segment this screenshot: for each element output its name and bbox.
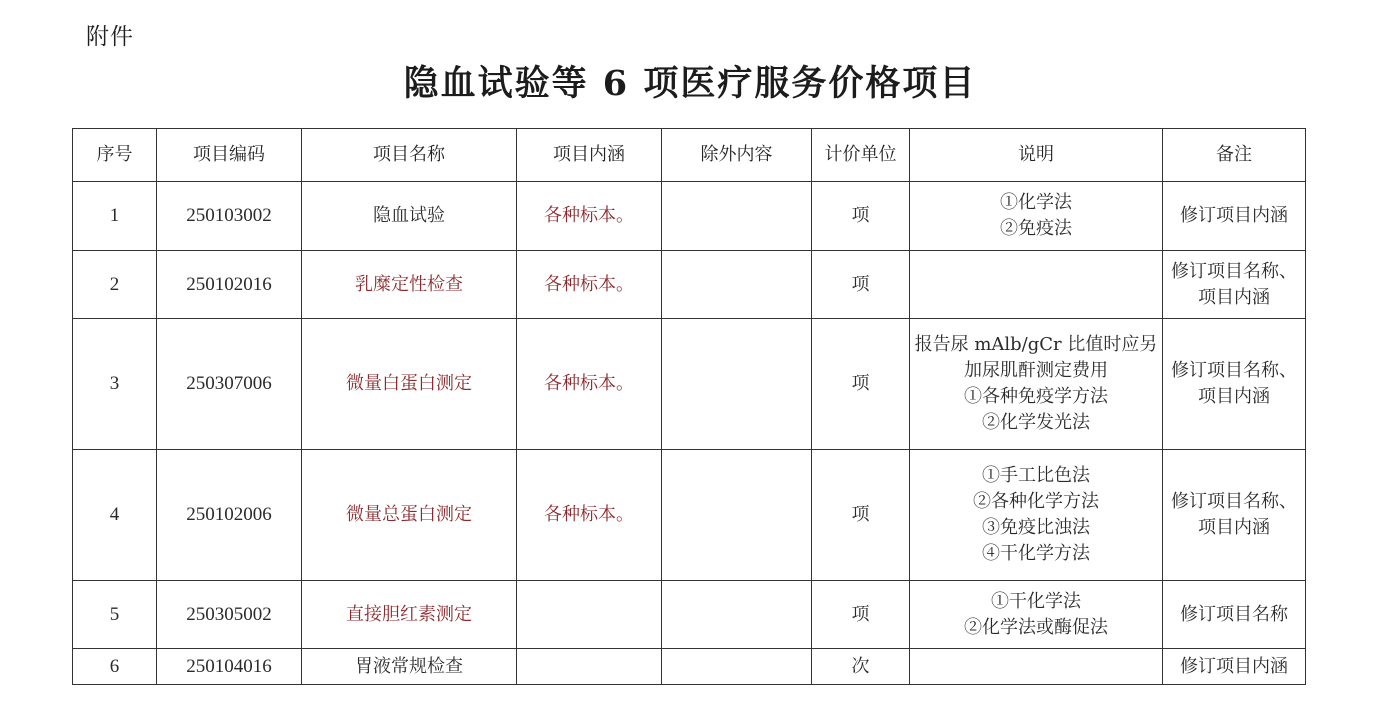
header-seq: 序号 xyxy=(73,129,157,182)
description-line: ③免疫比浊法 xyxy=(982,517,1090,538)
row-seq: 6 xyxy=(73,649,157,685)
row-description xyxy=(910,251,1163,319)
row-code: 250103002 xyxy=(157,182,302,251)
document-title: 隐血试验等 6 项医疗服务价格项目 xyxy=(403,63,977,104)
remarks-line: 项目内涵 xyxy=(1198,517,1270,538)
row-seq: 3 xyxy=(73,319,157,450)
description-line: ④干化学方法 xyxy=(982,543,1090,564)
row-connotation xyxy=(517,581,662,649)
row-description xyxy=(910,581,1163,649)
header-unit: 计价单位 xyxy=(812,129,910,182)
row-code: 250102016 xyxy=(157,251,302,319)
row-name: 胃液常规检查 xyxy=(302,649,517,685)
row-connotation: 各种标本。 xyxy=(517,182,662,251)
row-name: 直接胆红素测定 xyxy=(302,581,517,649)
remarks-line: 项目内涵 xyxy=(1198,286,1270,308)
row-connotation: 各种标本。 xyxy=(517,319,662,450)
description-line: 加尿肌酐测定费用 xyxy=(964,360,1108,381)
row-code: 250102006 xyxy=(157,450,302,581)
remarks-line: 修订项目内涵 xyxy=(1180,205,1288,226)
header-name: 项目名称 xyxy=(302,129,517,182)
row-exclusions xyxy=(662,182,812,251)
table-row xyxy=(73,319,1306,450)
row-name: 乳糜定性检查 xyxy=(302,251,517,319)
row-description xyxy=(910,182,1163,251)
description-line: ②化学发光法 xyxy=(982,412,1090,433)
row-connotation: 各种标本。 xyxy=(517,450,662,581)
row-exclusions xyxy=(662,319,812,450)
row-code: 250305002 xyxy=(157,581,302,649)
header-exclusions: 除外内容 xyxy=(662,129,812,182)
header-description: 说明 xyxy=(910,129,1163,182)
remarks-line: 修订项目名称、 xyxy=(1171,360,1297,381)
remarks-line: 修订项目名称 xyxy=(1180,603,1288,625)
header-connotation: 项目内涵 xyxy=(517,129,662,182)
row-remarks xyxy=(1163,450,1306,581)
remarks-line: 修订项目内涵 xyxy=(1180,655,1288,677)
row-remarks xyxy=(1163,581,1306,649)
row-unit: 项 xyxy=(812,182,910,251)
row-remarks xyxy=(1163,649,1306,685)
row-exclusions xyxy=(662,649,812,685)
row-description xyxy=(910,649,1163,685)
header-code: 项目编码 xyxy=(157,129,302,182)
row-seq: 5 xyxy=(73,581,157,649)
row-name: 微量总蛋白测定 xyxy=(302,450,517,581)
row-remarks xyxy=(1163,319,1306,450)
description-line: ②化学法或酶促法 xyxy=(964,616,1108,638)
row-seq: 4 xyxy=(73,450,157,581)
table-row xyxy=(73,649,1306,685)
row-seq: 2 xyxy=(73,251,157,319)
row-code: 250104016 xyxy=(157,649,302,685)
row-name: 微量白蛋白测定 xyxy=(302,319,517,450)
row-unit: 次 xyxy=(812,649,910,685)
row-unit: 项 xyxy=(812,450,910,581)
row-remarks xyxy=(1163,251,1306,319)
row-description xyxy=(910,450,1163,581)
description-line: ②各种化学方法 xyxy=(973,491,1099,512)
remarks-line: 修订项目名称、 xyxy=(1171,491,1297,512)
row-seq: 1 xyxy=(73,182,157,251)
row-unit: 项 xyxy=(812,319,910,450)
row-name: 隐血试验 xyxy=(302,182,517,251)
row-exclusions xyxy=(662,581,812,649)
remarks-line: 项目内涵 xyxy=(1198,386,1270,407)
row-exclusions xyxy=(662,450,812,581)
table-header-row xyxy=(73,129,1306,182)
table-row xyxy=(73,450,1306,581)
attachment-label: 附件 xyxy=(86,24,134,50)
description-line: ①各种免疫学方法 xyxy=(964,386,1108,407)
row-connotation: 各种标本。 xyxy=(517,251,662,319)
description-line: 报告尿 mAlb/gCr 比值时应另 xyxy=(914,334,1158,355)
price-items-table xyxy=(72,128,1306,685)
description-line: ①干化学法 xyxy=(991,590,1081,612)
row-exclusions xyxy=(662,251,812,319)
description-line: ②免疫法 xyxy=(1000,218,1072,239)
row-code: 250307006 xyxy=(157,319,302,450)
row-connotation xyxy=(517,649,662,685)
row-remarks xyxy=(1163,182,1306,251)
row-unit: 项 xyxy=(812,581,910,649)
remarks-line: 修订项目名称、 xyxy=(1171,260,1297,282)
description-line: ①手工比色法 xyxy=(982,465,1090,486)
table-row xyxy=(73,251,1306,319)
table-row xyxy=(73,581,1306,649)
description-line: ①化学法 xyxy=(1000,192,1072,213)
row-description xyxy=(910,319,1163,450)
header-remarks: 备注 xyxy=(1163,129,1306,182)
row-unit: 项 xyxy=(812,251,910,319)
table-row xyxy=(73,182,1306,251)
